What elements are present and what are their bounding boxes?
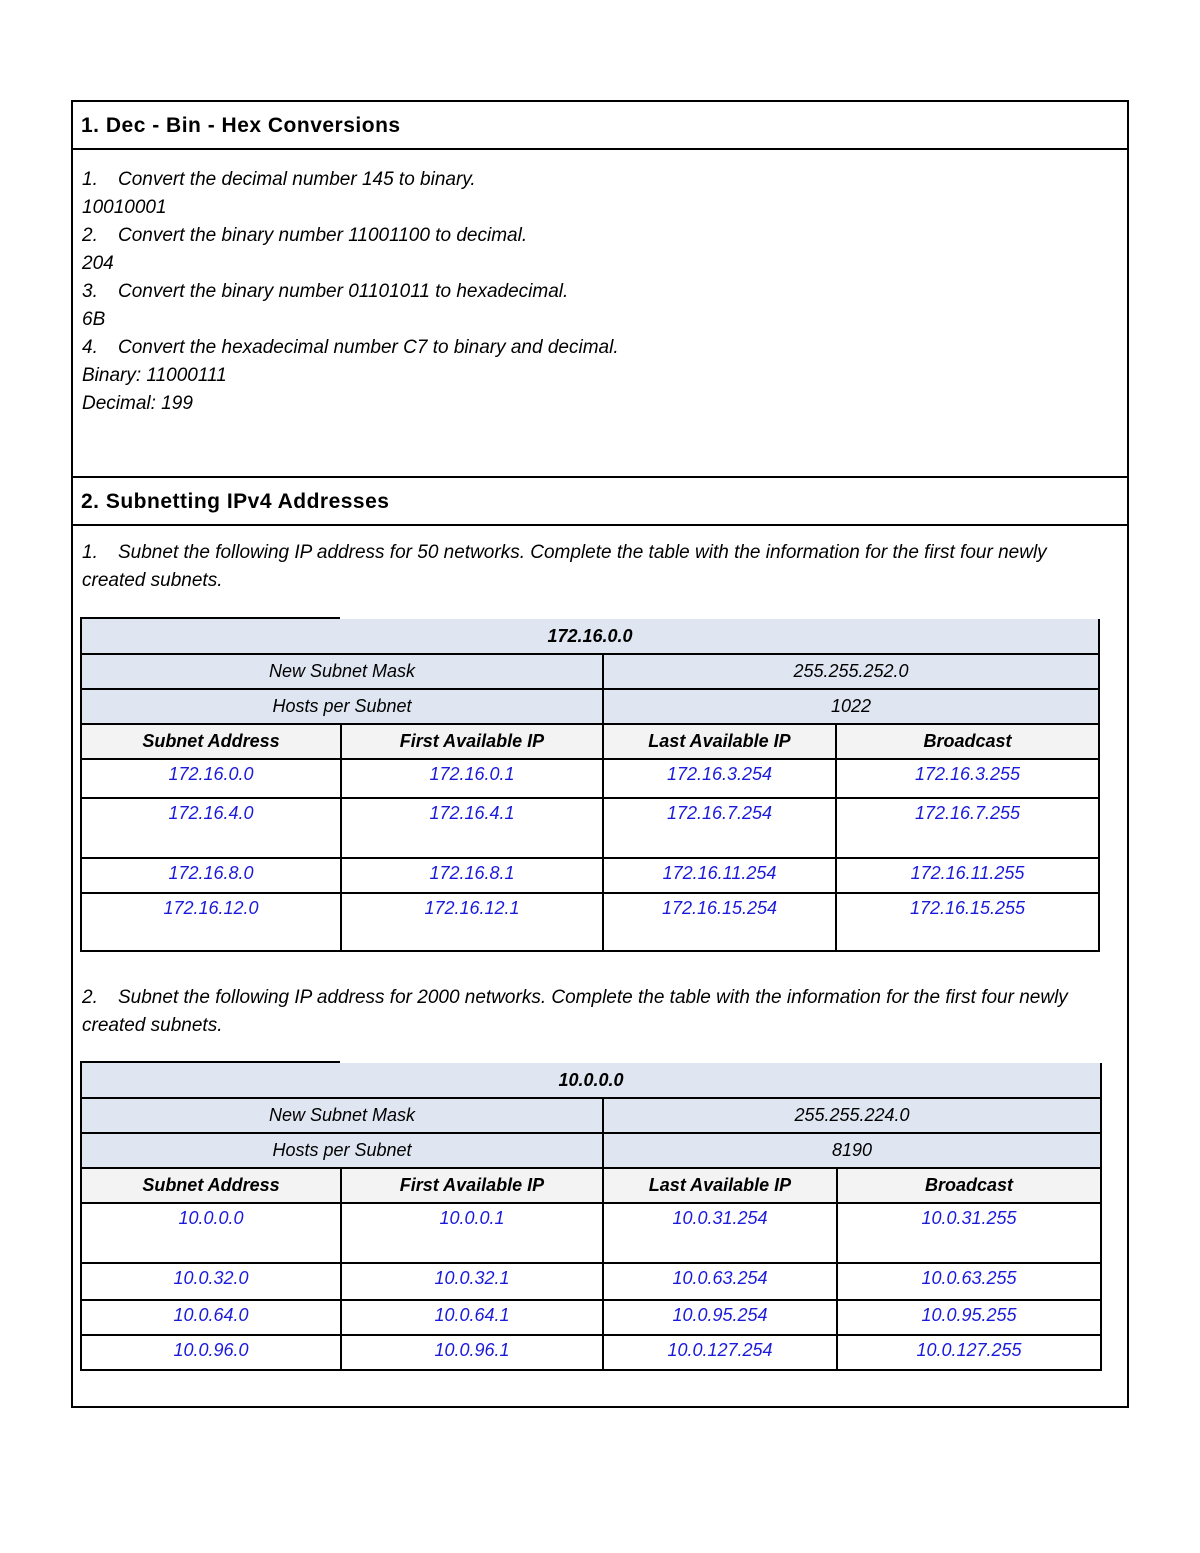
mask-row <box>81 1098 1101 1133</box>
subnet-table-1 <box>80 619 1100 952</box>
question-1: 1. Convert the decimal number 145 to binary. <box>82 169 476 190</box>
table-cell: 10.0.31.255 <box>837 1203 1101 1263</box>
subnet-question-2: 2. Subnet the following IP address for 2000 networks. Complete the table with the information for the first four newly created subnets. <box>82 987 1068 1036</box>
answer-4-binary: Binary: 11000111 <box>82 365 227 386</box>
table-cell: 10.0.127.255 <box>837 1335 1101 1370</box>
table-cell: 10.0.64.1 <box>341 1300 603 1335</box>
table-cell: 10.0.31.254 <box>603 1203 837 1263</box>
mask-value: 255.255.252.0 <box>603 654 1099 689</box>
table-cell: 172.16.8.1 <box>341 858 603 893</box>
table-title-row <box>81 1063 1101 1098</box>
table-cell: 172.16.7.255 <box>836 798 1099 858</box>
table-row <box>81 1263 1101 1300</box>
section-1-title: 1. Dec - Bin - Hex Conversions <box>73 102 1127 150</box>
table-cell: 172.16.11.254 <box>603 858 836 893</box>
table-cell: 10.0.96.0 <box>81 1335 341 1370</box>
question-4: 4. Convert the hexadecimal number C7 to binary and decimal. <box>82 337 619 358</box>
column-header: Last Available IP <box>603 1168 837 1203</box>
table-row <box>81 759 1099 798</box>
table-cell: 10.0.95.254 <box>603 1300 837 1335</box>
section-1-questions <box>82 166 1107 418</box>
table-cell: 10.0.63.255 <box>837 1263 1101 1300</box>
table-cell: 172.16.12.0 <box>81 893 341 951</box>
subnet-table-2 <box>80 1063 1102 1371</box>
question-2: 2. Convert the binary number 11001100 to decimal. <box>82 225 528 246</box>
table-cell: 172.16.11.255 <box>836 858 1099 893</box>
table-row <box>81 1203 1101 1263</box>
table-cell: 10.0.32.1 <box>341 1263 603 1300</box>
column-header: Broadcast <box>836 724 1099 759</box>
table-cell: 10.0.96.1 <box>341 1335 603 1370</box>
mask-label: New Subnet Mask <box>81 654 603 689</box>
section-2-title: 2. Subnetting IPv4 Addresses <box>73 478 1127 526</box>
network-address: 172.16.0.0 <box>81 619 1099 654</box>
answer-1: 10010001 <box>82 197 167 218</box>
table-cell: 10.0.32.0 <box>81 1263 341 1300</box>
table-cell: 172.16.0.1 <box>341 759 603 798</box>
network-address: 10.0.0.0 <box>81 1063 1101 1098</box>
column-header: Last Available IP <box>603 724 836 759</box>
column-header: First Available IP <box>341 724 603 759</box>
table-cell: 10.0.0.0 <box>81 1203 341 1263</box>
column-header: First Available IP <box>341 1168 603 1203</box>
table-cell: 10.0.127.254 <box>603 1335 837 1370</box>
hosts-value: 1022 <box>603 689 1099 724</box>
table-cell: 172.16.0.0 <box>81 759 341 798</box>
table-row <box>81 1335 1101 1370</box>
table-cell: 10.0.0.1 <box>341 1203 603 1263</box>
table-row <box>81 858 1099 893</box>
hosts-row <box>81 689 1099 724</box>
table-cell: 172.16.3.255 <box>836 759 1099 798</box>
hosts-row <box>81 1133 1101 1168</box>
subnet-question-1: 1. Subnet the following IP address for 50 networks. Complete the table with the information for the first four newly created subnets. <box>82 542 1047 591</box>
table-cell: 172.16.15.255 <box>836 893 1099 951</box>
table-cell: 172.16.7.254 <box>603 798 836 858</box>
hosts-label: Hosts per Subnet <box>81 1133 603 1168</box>
table-title-row <box>81 619 1099 654</box>
table-cell: 172.16.15.254 <box>603 893 836 951</box>
answer-4-decimal: Decimal: 199 <box>82 393 193 414</box>
hosts-label: Hosts per Subnet <box>81 689 603 724</box>
table-cell: 10.0.95.255 <box>837 1300 1101 1335</box>
answer-3: 6B <box>82 309 106 330</box>
table-cell: 10.0.64.0 <box>81 1300 341 1335</box>
column-header: Subnet Address <box>81 1168 341 1203</box>
answer-2: 204 <box>82 253 114 274</box>
hosts-value: 8190 <box>603 1133 1101 1168</box>
table-row <box>81 1300 1101 1335</box>
mask-label: New Subnet Mask <box>81 1098 603 1133</box>
table-cell: 172.16.4.0 <box>81 798 341 858</box>
table-cell: 172.16.3.254 <box>603 759 836 798</box>
table-cell: 172.16.4.1 <box>341 798 603 858</box>
table-cell: 172.16.8.0 <box>81 858 341 893</box>
table-row <box>81 893 1099 951</box>
mask-row <box>81 654 1099 689</box>
column-header: Broadcast <box>837 1168 1101 1203</box>
question-3: 3. Convert the binary number 01101011 to hexadecimal. <box>82 281 569 302</box>
column-header-row <box>81 1168 1101 1203</box>
table-cell: 172.16.12.1 <box>341 893 603 951</box>
table-cell: 10.0.63.254 <box>603 1263 837 1300</box>
column-header-row <box>81 724 1099 759</box>
table-row <box>81 798 1099 858</box>
column-header: Subnet Address <box>81 724 341 759</box>
mask-value: 255.255.224.0 <box>603 1098 1101 1133</box>
